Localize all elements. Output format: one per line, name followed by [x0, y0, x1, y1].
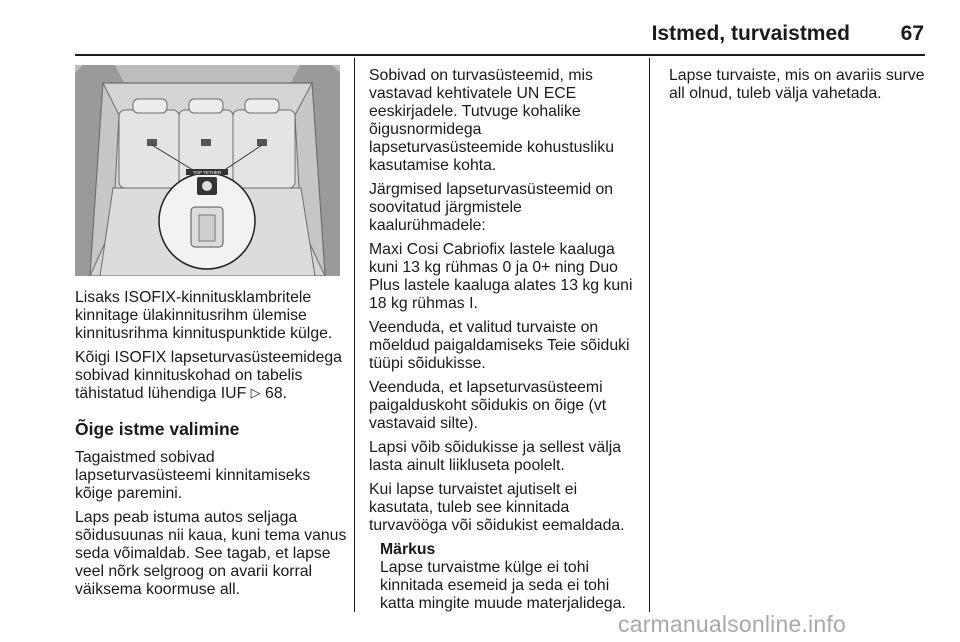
paragraph: Maxi Cosi Cabriofix lastele kaaluga kuni 13 kg rühmas 0 ja 0+ ning Duo Plus lastele kaaluga alates 13 kg kuni 18 kg rühmas I. [369, 241, 633, 312]
paragraph: Tagaistmed sobivad lapseturvasüsteemi kinnitamiseks kõige paremini. [75, 449, 311, 502]
paragraph: Veenduda, et valitud turvaiste on mõeldud paigaldamiseks Teie sõiduki tüüpi sõidukisse. [369, 319, 630, 372]
note-text: Lapse turvaistme külge ei tohi kinnitada esemeid ja seda ei tohi katta mingite muude materjalidega. [380, 559, 626, 612]
page-reference-arrow-icon: ▷ [250, 385, 261, 400]
paragraph: Sobivad on turvasüsteemid, mis vastavad kehtivatele UN ECE eeskirjadele. Tutvuge kohalike õigusnormidega lapseturvasüsteemide kohustusliku kasutamise kohta. [369, 67, 614, 174]
paragraph: Lisaks ISOFIX-kinnitusklambritele kinnitage ülakinnitusrihm ülemise kinnitusrihma kinnituspunktide külge. [75, 289, 333, 342]
watermark: carmanualsonline.info [618, 611, 846, 637]
trunk-top-tether-illustration [75, 65, 340, 276]
paragraph: Järgmised lapseturvasüsteemid on soovitatud järgmistele kaalurühmadele: [369, 181, 614, 234]
section-heading: Õige istme valimine [75, 419, 240, 439]
page-header-title: Istmed, turvaistmed [651, 22, 850, 45]
paragraph: Lapsi võib sõidukisse ja sellest välja lasta ainult liikluseta poolelt. [369, 439, 622, 474]
paragraph: Kõigi ISOFIX lapseturvasüsteemidega sobivad kinnituskohad on tabelis tähistatud lühendiga IUF ▷ 68. [75, 349, 342, 402]
paragraph: Laps peab istuma autos seljaga sõidusuunas nii kaua, kuni tema vanus seda võimaldab. See tagab, et lapse veel nõrk selgroog on avarii korral väiksema koormuse all. [75, 509, 347, 598]
page-number: 67 [900, 22, 924, 45]
header-rule [75, 54, 925, 56]
paragraph: Veenduda, et lapseturvasüsteemi paigalduskoht sõidukis on õige (vt vastavaid silte). [369, 379, 607, 432]
page-reference-link[interactable]: 68. [265, 385, 287, 402]
paragraph: Lapse turvaiste, mis on avariis surve all olnud, tuleb välja vahetada. [669, 67, 925, 102]
note-block [380, 541, 637, 613]
note-title: Märkus [380, 541, 436, 558]
svg-text:TOP TETHER: TOP TETHER [192, 170, 222, 175]
text-column-3 [669, 67, 934, 109]
column-divider-right [649, 58, 650, 612]
column-divider-left [354, 58, 355, 612]
paragraph: Kui lapse turvaistet ajutiselt ei kasutata, tuleb see kinnitada turvavööga või sõidukist eemaldada. [369, 481, 625, 534]
text-column-1 [75, 289, 350, 605]
text-column-2 [369, 67, 637, 613]
